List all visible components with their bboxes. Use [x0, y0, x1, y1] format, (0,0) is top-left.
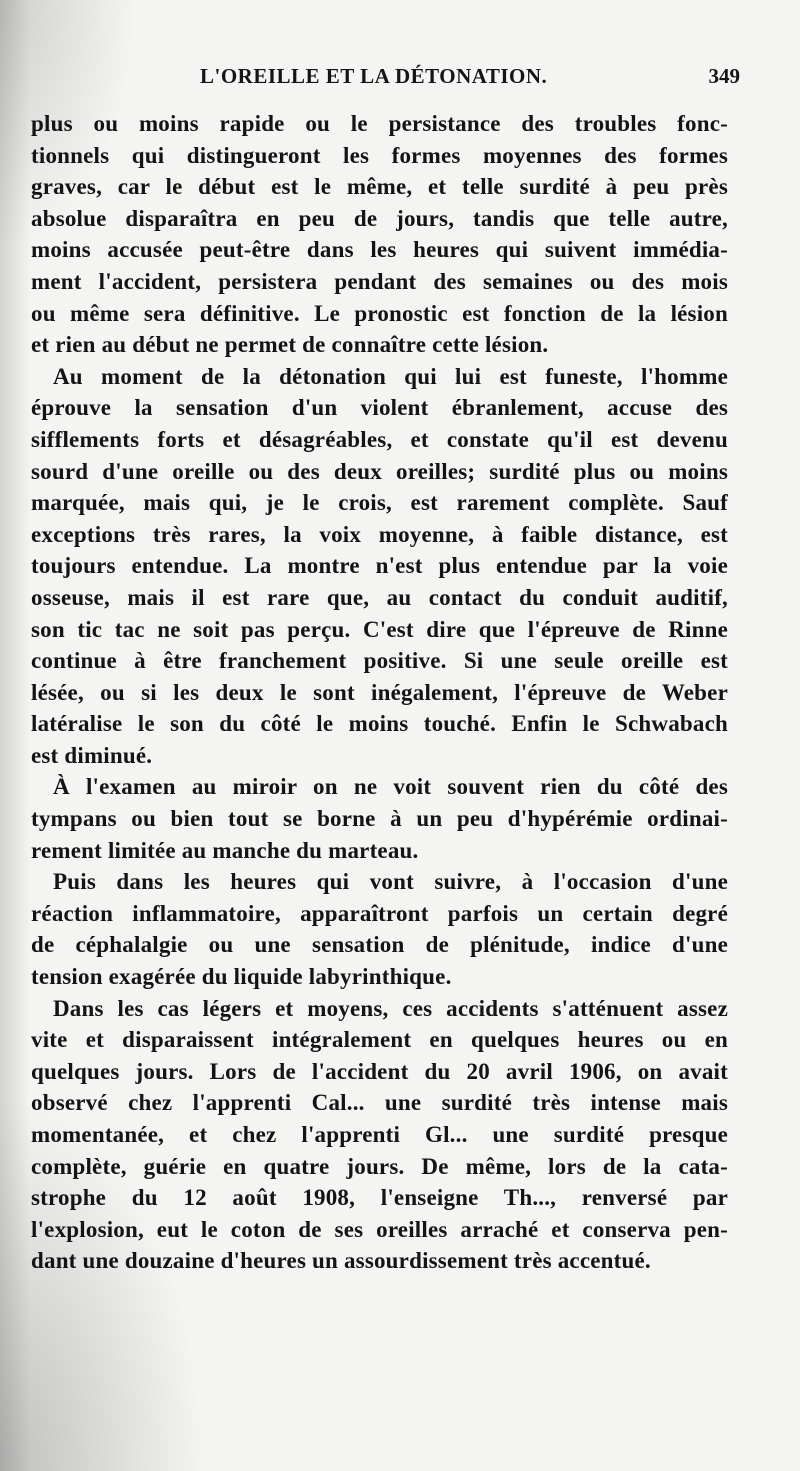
paragraph	[31, 771, 728, 866]
text-line: marquée, mais qui, je le crois, est rarement complète. Sauf	[31, 490, 728, 516]
body-text	[31, 108, 728, 1277]
text-line: l'explosion, eut le coton de ses oreilles arraché et conserva pen-	[31, 1216, 728, 1242]
text-line: strophe du 12 août 1908, l'enseigne Th..., renversé par	[31, 1185, 728, 1211]
text-line: toujours entendue. La montre n'est plus entendue par la voie	[31, 553, 728, 579]
text-line: complète, guérie en quatre jours. De même, lors de la cata-	[31, 1153, 728, 1179]
paragraph	[31, 108, 728, 361]
page-number: 349	[708, 64, 740, 88]
text-line: latéralise le son du côté le moins touché. Enfin le Schwabach	[31, 711, 728, 737]
text-line: Au moment de la détonation qui lui est funeste, l'homme	[53, 363, 728, 389]
text-line: est diminué.	[31, 742, 153, 768]
text-line: graves, car le début est le même, et telle surdité à peu près	[31, 174, 728, 200]
text-line: éprouve la sensation d'un violent ébranlement, accuse des	[31, 395, 728, 421]
text-line: Puis dans les heures qui vont suivre, à l'occasion d'une	[53, 869, 728, 895]
text-line: son tic tac ne soit pas perçu. C'est dire que l'épreuve de Rinne	[31, 616, 728, 642]
text-line: momentanée, et chez l'apprenti Gl... une surdité presque	[31, 1122, 728, 1147]
text-line: et rien au début ne permet de connaître cette lésion.	[31, 332, 549, 358]
paragraph	[31, 993, 728, 1277]
text-line: ment l'accident, persistera pendant des semaines ou des mois	[31, 268, 728, 294]
paragraph	[31, 361, 728, 772]
text-line: observé chez l'apprenti Cal... une surdité très intense mais	[31, 1090, 728, 1116]
text-line: vite et disparaissent intégralement en quelques heures ou en	[31, 1027, 728, 1053]
text-line: absolue disparaîtra en peu de jours, tandis que telle autre,	[31, 205, 728, 231]
text-line: sourd d'une oreille ou des deux oreilles; surdité plus ou moins	[31, 458, 728, 484]
text-line: À l'examen au miroir on ne voit souvent rien du côté des	[53, 774, 728, 800]
paragraph	[31, 866, 728, 992]
running-title: L'OREILLE ET LA DÉTONATION.	[200, 64, 548, 88]
text-line: Dans les cas légers et moyens, ces accidents s'atténuent assez	[53, 995, 728, 1021]
text-line: plus ou moins rapide ou le persistance des troubles fonc-	[31, 111, 728, 136]
text-line: moins accusée peut-être dans les heures qui suivent immédia-	[31, 237, 728, 263]
text-line: tension exagérée du liquide labyrinthique.	[31, 964, 452, 990]
page-header	[200, 64, 740, 94]
text-line: osseuse, mais il est rare que, au contact du conduit auditif,	[31, 584, 728, 610]
text-line: continue à être franchement positive. Si une seule oreille est	[31, 648, 728, 674]
text-line: dant une douzaine d'heures un assourdissement très accentué.	[31, 1248, 651, 1274]
text-line: tionnels qui distingueront les formes moyennes des formes	[31, 142, 728, 168]
text-line: de céphalalgie ou une sensation de plénitude, indice d'une	[31, 932, 728, 958]
text-line: quelques jours. Lors de l'accident du 20 avril 1906, on avait	[31, 1058, 728, 1084]
text-line: rement limitée au manche du marteau.	[31, 837, 419, 863]
text-line: ou même sera définitive. Le pronostic est fonction de la lésion	[31, 300, 728, 326]
text-line: tympans ou bien tout se borne à un peu d'hypérémie ordinai-	[31, 806, 728, 832]
text-line: réaction inflammatoire, apparaîtront parfois un certain degré	[31, 900, 728, 926]
text-line: sifflements forts et désagréables, et constate qu'il est devenu	[31, 426, 728, 452]
text-line: exceptions très rares, la voix moyenne, à faible distance, est	[31, 521, 728, 547]
text-line: lésée, ou si les deux le sont inégalement, l'épreuve de Weber	[31, 679, 728, 705]
